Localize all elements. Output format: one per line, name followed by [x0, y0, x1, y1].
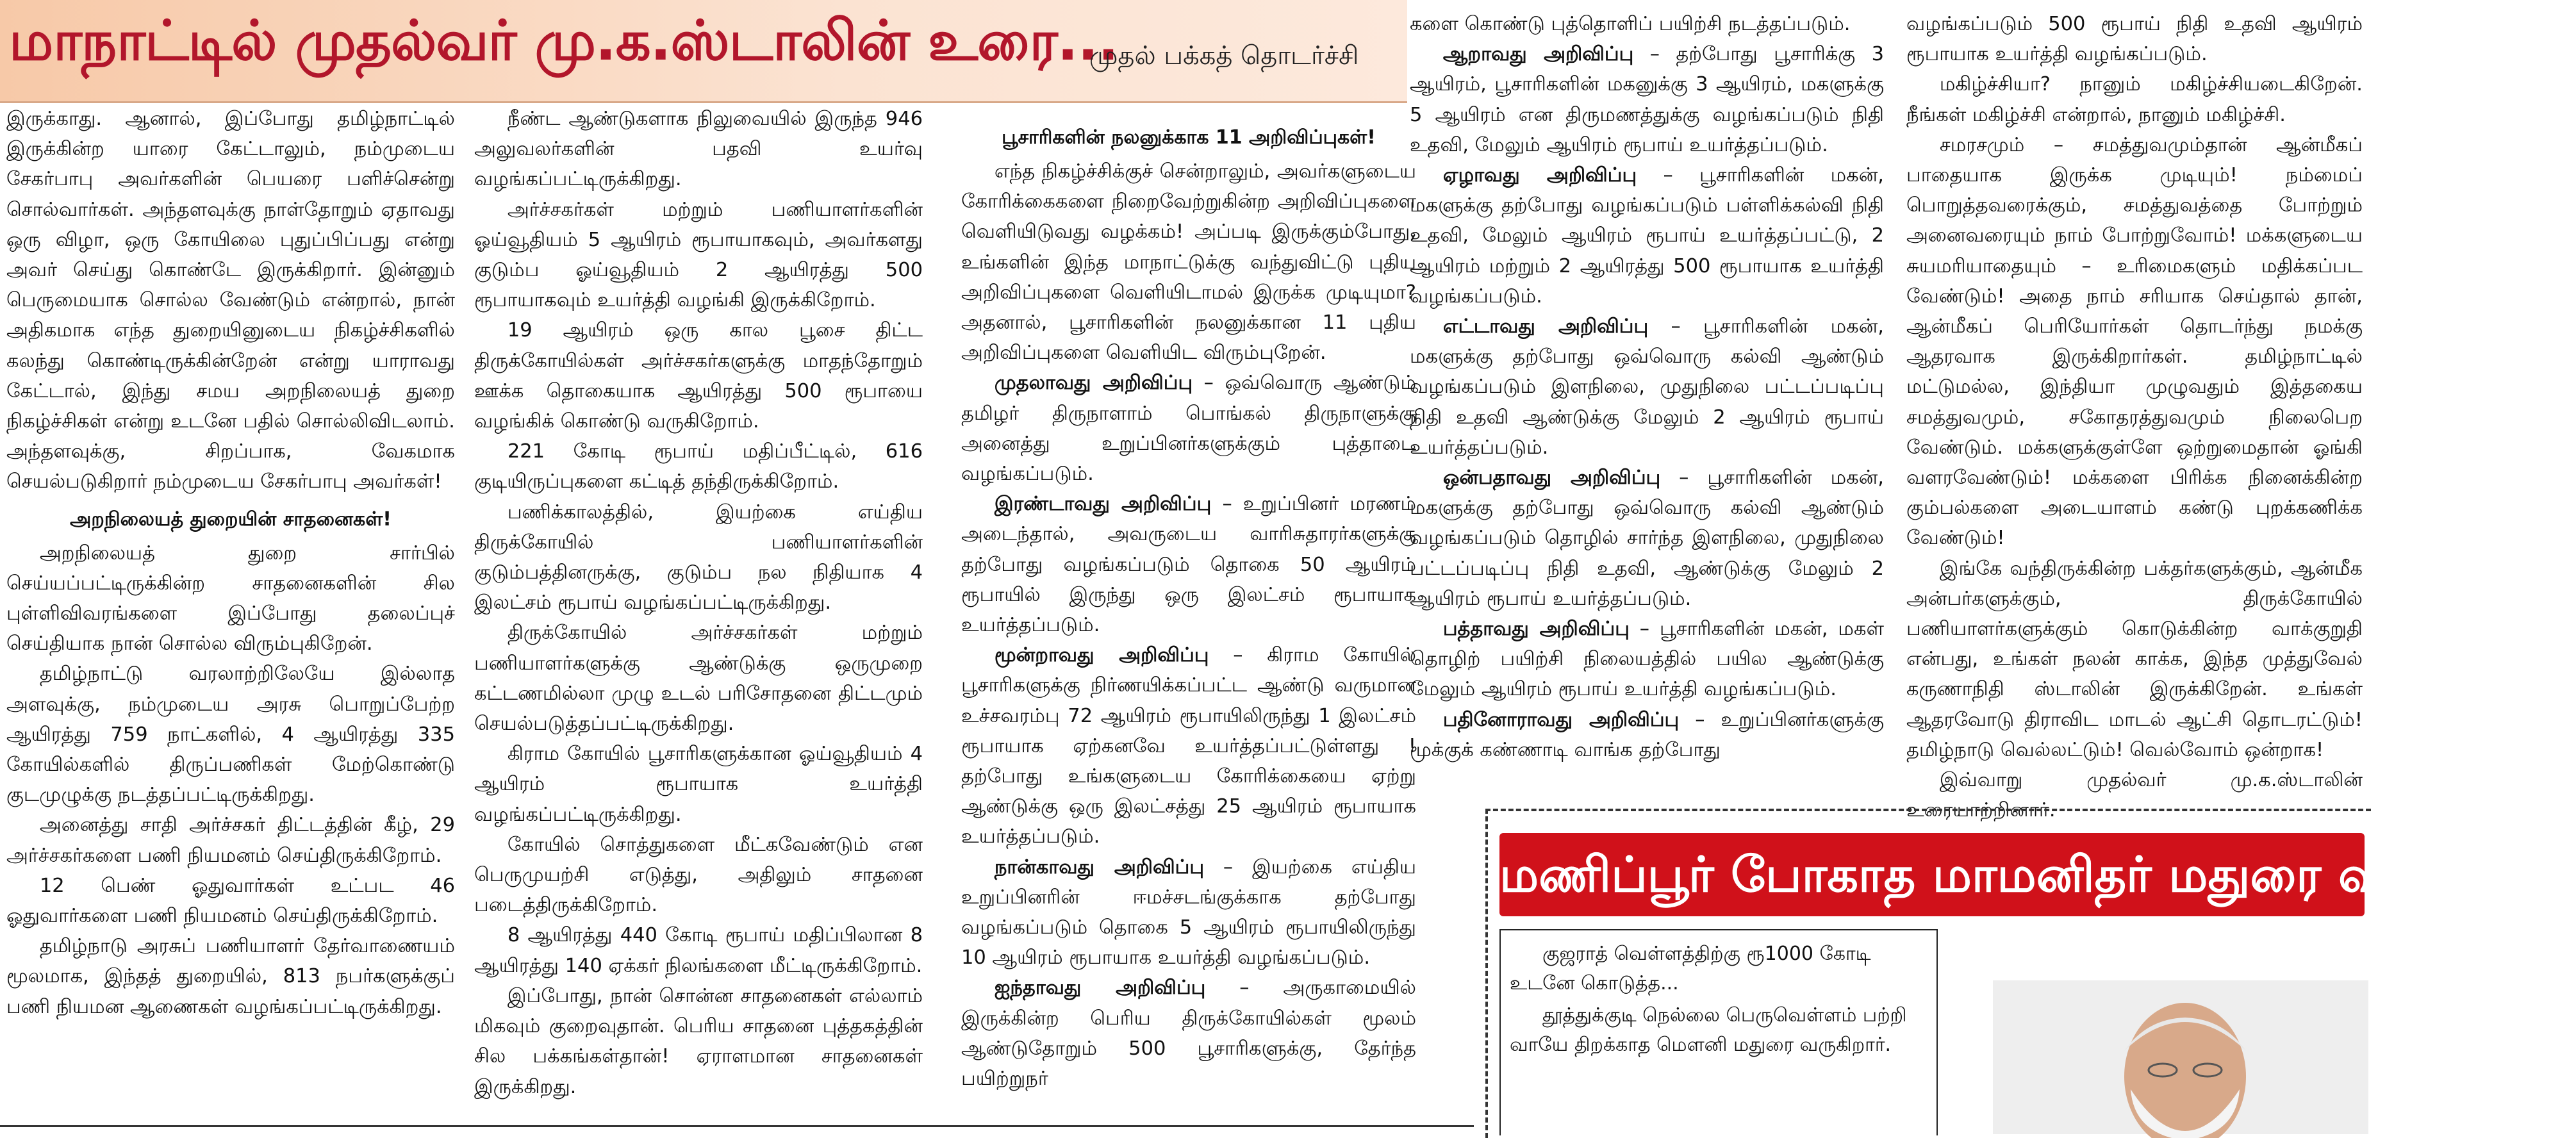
paragraph: எந்த நிகழ்ச்சிக்குச் சென்றாலும், அவர்களுடைய கோரிக்கைகளை நிறைவேற்றுகின்ற அறிவிப்புகளை வெளியிடுவது வழக்கம்! அப்படி இருக்கும்போது, உங்களின் இந்த மாநாட்டுக்கு வந்துவிட்டு புதிய அறிவிப்புகளை வெளியிடாமல் இருக்க முடியுமா? அதனால், பூசாரிகளின் நலனுக்கான 11 புதிய அறிவிப்புகளை வெளியிட விரும்புறேன். — [961, 160, 1416, 365]
paragraph: அறநிலையத் துறை சார்பில் செய்யப்பட்டிருக்கின்ற சாதனைகளின் சில புள்ளிவிவரங்களை இப்போது தலைப்புச் செய்தியாக நான் சொல்ல விரும்புகிறேன். — [6, 541, 455, 656]
announcement-label: முதலாவது அறிவிப்பு — [994, 372, 1193, 395]
announcement-1 — [961, 368, 1416, 489]
announcement-2 — [961, 489, 1416, 640]
section-heading: பூசாரிகளின் நலனுக்காக 11 அறிவிப்புகள்! — [1002, 126, 1376, 149]
column-2 — [474, 104, 923, 1102]
announcement-label: எட்டாவது அறிவிப்பு — [1442, 315, 1649, 338]
announcement-6 — [1410, 39, 1884, 160]
paragraph: இங்கே வந்திருக்கின்ற பக்தர்களுக்கும், ஆன்மீக அன்பர்களுக்கும், திருக்கோயில் பணியாளர்களுக்கும் கொடுக்கின்ற வாக்குறுதி என்பது, உங்கள் நலன் காக்க, இந்த முத்துவேல் கருணாநிதி ஸ்டாலின் இருக்கிறேன். உங்கள் ஆதரவோடு திராவிட மாடல் ஆட்சி தொடரட்டும்! தமிழ்நாடு வெல்லட்டும்! வெல்வோம் ஒன்றாக! — [1906, 557, 2363, 761]
announcement-text: – உறுப்பினர் மரணம் அடைந்தால், அவருடைய வாரிசுதாரர்களுக்கு தற்போது வழங்கப்படும் தொகை 50 ஆயிரம் ரூபாயில் இருந்து ஒரு இலட்சம் ரூபாயாக உயர்த்தப்படும். — [961, 493, 1416, 637]
announcement-text: – உறுப்பினர்களுக்கு மூக்குக் கண்ணாடி வாங்க தற்போது — [1410, 708, 1885, 761]
announcement-label: ஏழாவது அறிவிப்பு — [1442, 164, 1637, 187]
paragraph: அனைத்து சாதி அர்ச்சகர் திட்டத்தின் கீழ், 29 அர்ச்சகர்களை பணி நியமனம் செய்திருக்கிறோம். — [6, 814, 455, 867]
announcement-text: – தற்போது பூசாரிக்கு 3 ஆயிரம், பூசாரிகளின் மகனுக்கு 3 ஆயிரம், மகளுக்கு 5 ஆயிரம் என திருமணத்துக்கு வழங்கப்படும் நிதி உதவி, மேலும் ஆயிரம் ரூபாய் உயர்த்தப்படும். — [1410, 43, 1884, 156]
announcement-label: மூன்றாவது அறிவிப்பு — [994, 644, 1209, 667]
paragraph: இவ்வாறு முதல்வர் மு.க.ஸ்டாலின் உரையாற்றினார். — [1906, 769, 2363, 822]
paragraph: பணிக்காலத்தில், இயற்கை எய்திய திருக்கோயில் பணியாளர்களின் குடும்பத்தினருக்கு, குடும்ப நல நிதியாக 4 இலட்சம் ரூபாய் வழங்கப்பட்டிருக்கிறது. — [474, 500, 923, 614]
column-3 — [961, 115, 1416, 1094]
announcement-3 — [961, 640, 1416, 852]
paragraph: நீண்ட ஆண்டுகளாக நிலுவையில் இருந்த 946 அலுவலர்களின் பதவி உயர்வு வழங்கப்பட்டிருக்கிறது. — [474, 108, 923, 191]
announcement-text: – ஒவ்வொரு ஆண்டும் தமிழர் திருநாளாம் பொங்கல் திருநாளுக்கு அனைத்து உறுப்பினர்களுக்கும் புத்தாடை வழங்கப்படும். — [961, 372, 1416, 486]
paragraph: களை கொண்டு புத்தொளிப் பயிற்சி நடத்தப்படும். — [1410, 13, 1851, 35]
column-1 — [6, 104, 455, 1022]
announcement-10 — [1410, 614, 1884, 705]
paragraph: வழங்கப்படும் 500 ரூபாய் நிதி உதவி ஆயிரம் ரூபாயாக உயர்த்தி வழங்கப்படும். — [1906, 13, 2363, 66]
paragraph: 12 பெண் ஓதுவார்கள் உட்பட 46 ஓதுவார்களை பணி நியமனம் செய்திருக்கிறோம். — [6, 874, 455, 928]
announcement-text: – பூசாரிகளின் மகன், மகளுக்கு தற்போது ஒவ்வொரு கல்வி ஆண்டும் வழங்கப்படும் இளநிலை, முதுநிலை பட்டப்படிப்பு நிதி உதவி ஆண்டுக்கு மேலும் 2 ஆயிரம் ரூபாய் உயர்த்தப்படும். — [1410, 315, 1884, 459]
announcement-7 — [1410, 160, 1884, 311]
headline-subtitle: முதல் பக்கத் தொடர்ச்சி — [1089, 41, 1359, 70]
promo-banner — [1499, 833, 2576, 916]
paragraph: 221 கோடி ரூபாய் மதிப்பீட்டில், 616 குடியிருப்புகளை கட்டித் தந்திருக்கிறோம். — [474, 440, 923, 493]
announcement-8 — [1410, 311, 1884, 463]
bottom-border — [0, 1125, 1474, 1136]
paragraph: அர்ச்சகர்கள் மற்றும் பணியாளர்களின் ஓய்வூதியம் 5 ஆயிரம் ரூபாயாகவும், அவர்களது குடும்ப ஓய்வூதியம் 2 ஆயிரத்து 500 ரூபாயாகவும் உயர்த்தி வழங்கி இருக்கிறோம். — [474, 198, 923, 312]
paragraph: 8 ஆயிரத்து 440 கோடி ரூபாய் மதிப்பிலான 8 ஆயிரத்து 140 ஏக்கர் நிலங்களை மீட்டிருக்கிறோம். — [474, 924, 923, 977]
announcement-text: – அருகாமையில் இருக்கின்ற பெரிய திருக்கோயில்கள் மூலம் ஆண்டுதோறும் 500 பூசாரிகளுக்கு, தேர்ந்த பயிற்றுநர் — [961, 977, 1417, 1091]
announcement-label: ஐந்தாவது அறிவிப்பு — [994, 977, 1206, 1000]
portrait-photo — [1993, 980, 2368, 1134]
headline-title: மாநாட்டில் முதல்வர் மு.க.ஸ்டாலின் உரை... — [9, 9, 1118, 73]
column-5 — [1906, 9, 2363, 825]
announcement-text: – பூசாரிகளின் மகன், மகளுக்கு தற்போது வழங்கப்படும் பள்ளிக்கல்வி நிதி உதவி, மேலும் ஆயிரம் ரூபாய் உயர்த்தப்பட்டு, 2 ஆயிரம் மற்றும் 2 ஆயிரத்து 500 ரூபாயாக உயர்த்தி வழங்கப்படும். — [1410, 164, 1885, 308]
announcement-text: – பூசாரிகளின் மகன், மகள் தொழிற் பயிற்சி நிலையத்தில் பயில ஆண்டுக்கு மேலும் ஆயிரம் ரூபாய் உயர்த்தி வழங்கப்படும். — [1410, 618, 1884, 701]
promo-line: குஜராத் வெள்ளத்திற்கு ரூ1000 கோடி உடனே கொடுத்த... — [1510, 943, 1871, 994]
paragraph: கோயில் சொத்துகளை மீட்கவேண்டும் என பெருமுயற்சி எடுத்து, அதிலும் சாதனை படைத்திருக்கிறோம். — [474, 833, 923, 917]
paragraph: திருக்கோயில் அர்ச்சகர்கள் மற்றும் பணியாளர்களுக்கு ஆண்டுக்கு ஒருமுறை கட்டணமில்லா முழு உடல் பரிசோதனை திட்டமும் செயல்படுத்தப்பட்டிருக்கிறது. — [474, 622, 923, 736]
column-4 — [1410, 9, 1884, 765]
headline-banner — [0, 0, 1407, 103]
paragraph: மகிழ்ச்சியா? நானும் மகிழ்ச்சியடைகிறேன். நீங்கள் மகிழ்ச்சி என்றால், நானும் மகிழ்ச்சி. — [1906, 73, 2363, 126]
announcement-text: – இயற்கை எய்திய உறுப்பினரின் ஈமச்சடங்குக்காக தற்போது வழங்கப்படும் தொகை 5 ஆயிரம் ரூபாயிலிருந்து 10 ஆயிரம் ரூபாயாக உயர்த்தி வழங்கப்படும். — [961, 855, 1416, 969]
section-heading: அறநிலையத் துறையின் சாதனைகள்! — [69, 507, 392, 531]
promo-line: தூத்துக்குடி நெல்லை பெருவெள்ளம் பற்றி வாயே திறக்காத மௌனி மதுரை வருகிறார். — [1510, 1004, 1907, 1056]
announcement-text: – பூசாரிகளின் மகன், மகளுக்கு தற்போது ஒவ்வொரு கல்வி ஆண்டும் வழங்கப்படும் தொழில் சார்ந்த இளநிலை, முதுநிலை பட்டப்படிப்பு நிதி உதவி, ஆண்டுக்கு மேலும் 2 ஆயிரம் ரூபாய் உயர்த்தப்படும். — [1410, 466, 1884, 610]
announcement-label: இரண்டாவது அறிவிப்பு — [994, 493, 1212, 516]
announcement-label: ஒன்பதாவது அறிவிப்பு — [1442, 466, 1661, 490]
announcement-text: – கிராம கோயில் பூசாரிகளுக்கு நிர்ணயிக்கப்பட்ட ஆண்டு வருமான உச்சவரம்பு 72 ஆயிரம் ரூபாயிலிருந்து 1 இலட்சம் ரூபாயாக ஏற்கனவே உயர்த்தப்பட்டுள்ளது ! தற்போது உங்களுடைய கோரிக்கையை ஏற்று ஆண்டுக்கு ஒரு இலட்சத்து 25 ஆயிரம் ரூபாயாக உயர்த்தப்படும். — [961, 644, 1416, 848]
paragraph: இருக்காது. ஆனால், இப்போது தமிழ்நாட்டில் இருக்கின்ற யாரை கேட்டாலும், நம்முடைய சேகர்பாபு அவர்களின் பெயரை பளிச்சென்று சொல்வார்கள். அந்தளவுக்கு நாள்தோறும் ஏதாவது ஒரு விழா, ஒரு கோயிலை புதுப்பிப்பது என்று அவர் செய்து கொண்டே இருக்கிறார். இன்னும் பெருமையாக சொல்ல வேண்டும் என்றால், நான் அதிகமாக எந்த துறையினுடைய நிகழ்ச்சிகளில் கலந்து கொண்டிருக்கின்றேன் என்று யாராவது கேட்டால், இந்து சமய அறநிலையத் துறை நிகழ்ச்சிகள் என்று உடனே பதில் சொல்லிவிடலாம். அந்தளவுக்கு, சிறப்பாக, வேகமாக செயல்படுகிறார் நம்முடைய சேகர்பாபு அவர்கள்! — [6, 108, 455, 493]
paragraph: தமிழ்நாட்டு வரலாற்றிலேயே இல்லாத அளவுக்கு, நம்முடைய அரசு பொறுப்பேற்ற ஆயிரத்து 759 நாட்களில், 4 ஆயிரத்து 335 கோயில்களில் திருப்பணிகள் மேற்கொண்டு குடமுழுக்கு நடத்தப்பட்டிருக்கிறது. — [6, 663, 455, 807]
promo-banner-text: மணிப்பூர் போகாத மாமனிதர் மதுரை வருகிறார்! — [1499, 846, 2576, 903]
announcement-9 — [1410, 463, 1884, 614]
paragraph: 19 ஆயிரம் ஒரு கால பூசை திட்ட திருக்கோயில்கள் அர்ச்சகர்களுக்கு மாதந்தோறும் ஊக்க தொகையாக ஆயிரத்து 500 ரூபாயை வழங்கிக் கொண்டு வருகிறோம். — [474, 319, 923, 433]
announcement-4 — [961, 852, 1416, 973]
announcement-5 — [961, 973, 1416, 1094]
paragraph: தமிழ்நாடு அரசுப் பணியாளர் தேர்வாணையம் மூலமாக, இந்தத் துறையில், 813 நபர்களுக்குப் பணி நியமன ஆணைகள் வழங்கப்பட்டிருக்கிறது. — [6, 935, 455, 1018]
announcement-label: பதினோராவது அறிவிப்பு — [1442, 708, 1680, 731]
announcement-label: நான்காவது அறிவிப்பு — [994, 855, 1205, 878]
announcement-11 — [1410, 705, 1884, 765]
paragraph: இப்போது, நான் சொன்ன சாதனைகள் எல்லாம் மிகவும் குறைவுதான். பெரிய சாதனை புத்தகத்தின் சில பக்கங்கள்தான்! ஏராளமான சாதனைகள் இருக்கிறது. — [474, 984, 923, 1098]
promo-text-box — [1499, 929, 1938, 1135]
paragraph: சமரசமும் – சமத்துவமும்தான் ஆன்மீகப் பாதையாக இருக்க முடியும்! நம்மைப் பொறுத்தவரைக்கும், சமத்துவத்தை போற்றும் அனைவரையும் நாம் போற்றுவோம்! மக்களுடைய சுயமரியாதையும் – உரிமைகளும் மதிக்கப்பட வேண்டும்! அதை நாம் சரியாக செய்தால் தான், ஆன்மீகப் பெரியோர்கள் தொடர்ந்து நமக்கு ஆதரவாக இருக்கிறார்கள். தமிழ்நாட்டில் மட்டுமல்ல, இந்தியா முழுவதும் இத்தகைய சமத்துவமும், சகோதரத்துவமும் நிலைபெற வேண்டும். மக்களுக்குள்ளே ஒற்றுமைதான் ஓங்கி வளரவேண்டும்! மக்களை பிரிக்க நினைக்கின்ற கும்பல்களை அடையாளம் கண்டு புறக்கணிக்க வேண்டும்! — [1906, 133, 2363, 550]
paragraph: கிராம கோயில் பூசாரிகளுக்கான ஓய்வூதியம் 4 ஆயிரம் ரூபாயாக உயர்த்தி வழங்கப்பட்டிருக்கிறது. — [474, 743, 923, 826]
portrait-illustration — [1993, 980, 2368, 1134]
announcement-label: ஆறாவது அறிவிப்பு — [1442, 43, 1634, 66]
announcement-label: பத்தாவது அறிவிப்பு — [1442, 618, 1630, 641]
